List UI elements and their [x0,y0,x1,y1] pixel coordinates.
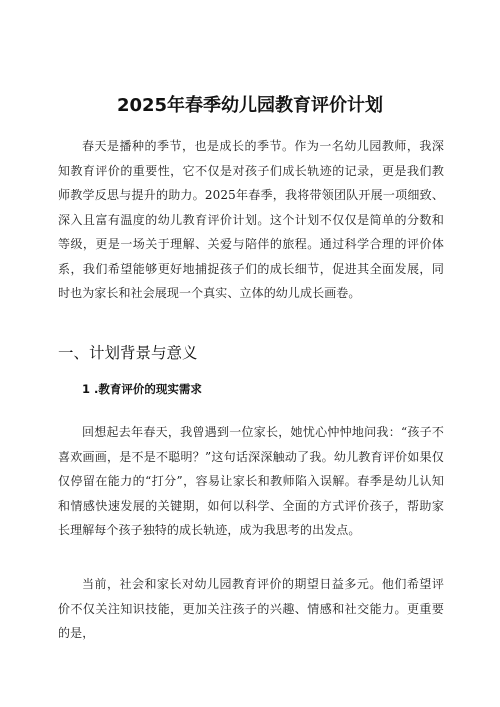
body-paragraph: 当前，社会和家长对幼儿园教育评价的期望日益多元。他们希望评价不仅关注知识技能，更加关注孩子的兴趣、情感和社交能力。更重要的是， [58,577,444,640]
subsection-heading: 1 .教育评价的现实需求 [82,382,202,396]
section-heading: 一、计划背景与意义 [58,344,198,362]
intro-paragraph: 春天是播种的季节，也是成长的季节。作为一名幼儿园教师，我深知教育评价的重要性，它不仅是对孩子们成长轨迹的记录，更是我们教师教学反思与提升的助力。2025年春季，我将带领团队开展一项细致、深入且富有温度的幼儿教育评价计划。这个计划不仅仅是简单的分数和等级，更是一场关于理解、关爱与陪伴的旅程。通过科学合理的评价体系，我们希望能够更好地捕捉孩子们的成长细节，促进其全面发展，同时也为家长和社会展现一个真实、立体的幼儿成长画卷。 [58,139,444,300]
body-paragraph: 回想起去年春天，我曾遇到一位家长，她忧心忡忡地问我：“孩子不喜欢画画，是不是不聪明？”这句话深深触动了我。幼儿教育评价如果仅仅停留在能力的“打分”，容易让家长和教师陷入误解。春季是幼儿认知和情感快速发展的关键期，如何以科学、全面的方式评价孩子，帮助家长理解每个孩子独特的成长轨迹，成为我思考的出发点。 [58,425,444,537]
document-title: 2025年春季幼儿园教育评价计划 [116,95,384,116]
